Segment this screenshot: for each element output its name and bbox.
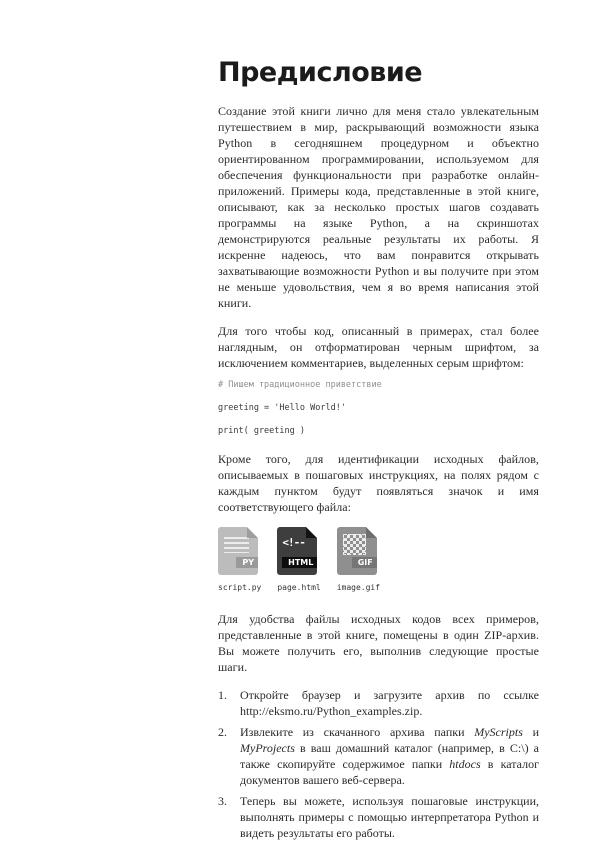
folded-corner-icon <box>247 527 258 538</box>
file-type-badge: HTML <box>282 557 317 568</box>
python-file-icon <box>218 527 258 575</box>
step-text: Откройте браузер и загрузите архив по ссылке http://eksmo.ru/Python_examples.zip. <box>240 688 539 718</box>
step-text: Извлеките из скачанного архива папки MyScripts и MyProjects в ваш домашний каталог (например, в C:\) а также скопируйте содержимое папки htdocs в каталог документов вашего веб-сервера. <box>240 725 540 787</box>
code-sample <box>218 380 539 437</box>
step-number: 1. <box>218 688 227 702</box>
step-text: Теперь вы можете, используя пошаговые инструкции, выполнять примеры с помощью интерпретатора Python и видеть результаты его работы. <box>240 794 539 840</box>
paragraph-zip-note: Для удобства файлы исходных кодов всех примеров, представленные в этой книге, помещены в один ZIP-архив. Вы можете получить его, выполнив следующие простые шаги. <box>218 612 539 674</box>
page-content <box>218 56 539 846</box>
gif-file-icon <box>337 527 377 575</box>
file-caption: image.gif <box>336 583 381 592</box>
page-title: Предисловие <box>218 57 423 88</box>
file-caption: page.html <box>277 583 321 592</box>
paragraph-intro: Создание этой книги лично для меня стало увлекательным путешествием в мир, раскрывающий возможности языка Python в сегодняшнем процедурном и объектно ориентированном программировании, используемом для обеспечения функциональности при разработке онлайн-приложений. Примеры кода, представленные в этой книге, описывают, как за несколько простых шагов создавать программы на языке Python, а на скриншотах демонстрируются реальные результаты их работы. Я искренне надеюсь, что вам понравится открывать захватывающие возможности Python и вы получите при этом не меньше удовольствия, чем я во время написания этой книги. <box>218 104 539 310</box>
file-example-gif <box>337 527 380 593</box>
list-item-step-2 <box>218 724 539 788</box>
file-examples-row <box>218 527 539 593</box>
step-number: 2. <box>218 725 227 739</box>
file-caption: script.py <box>218 583 262 592</box>
html-file-icon <box>277 527 317 575</box>
folded-corner-icon <box>306 527 317 538</box>
download-steps-list <box>218 687 539 841</box>
file-type-badge: PY <box>236 557 258 568</box>
file-type-badge: GIF <box>352 557 377 568</box>
step-number: 3. <box>218 794 227 808</box>
list-item-step-3 <box>218 793 539 841</box>
paragraph-icons-note: Кроме того, для идентификации исходных файлов, описываемых в пошаговых инструкциях, на полях рядом с каждым пунктом будут появляться значок и имя соответствующего файла: <box>218 452 539 514</box>
paragraph-code-note: Для того чтобы код, описанный в примерах, стал более наглядным, он отформатирован черным шрифтом, за исключением комментариев, выделенных серым шрифтом: <box>218 324 539 370</box>
code-comment-line: # Пишем традиционное приветствие <box>218 380 382 390</box>
html-comment-glyph: <!-- <box>282 536 305 549</box>
document-text-lines-decoration <box>224 537 249 553</box>
pixel-image-decoration <box>343 534 366 555</box>
code-greeting-line: greeting = 'Hello World!' <box>218 403 346 413</box>
file-example-python <box>218 527 261 593</box>
list-item-step-1 <box>218 687 539 719</box>
code-print-line: print( greeting ) <box>218 426 305 436</box>
folded-corner-icon <box>366 527 377 538</box>
file-example-html <box>277 527 320 593</box>
